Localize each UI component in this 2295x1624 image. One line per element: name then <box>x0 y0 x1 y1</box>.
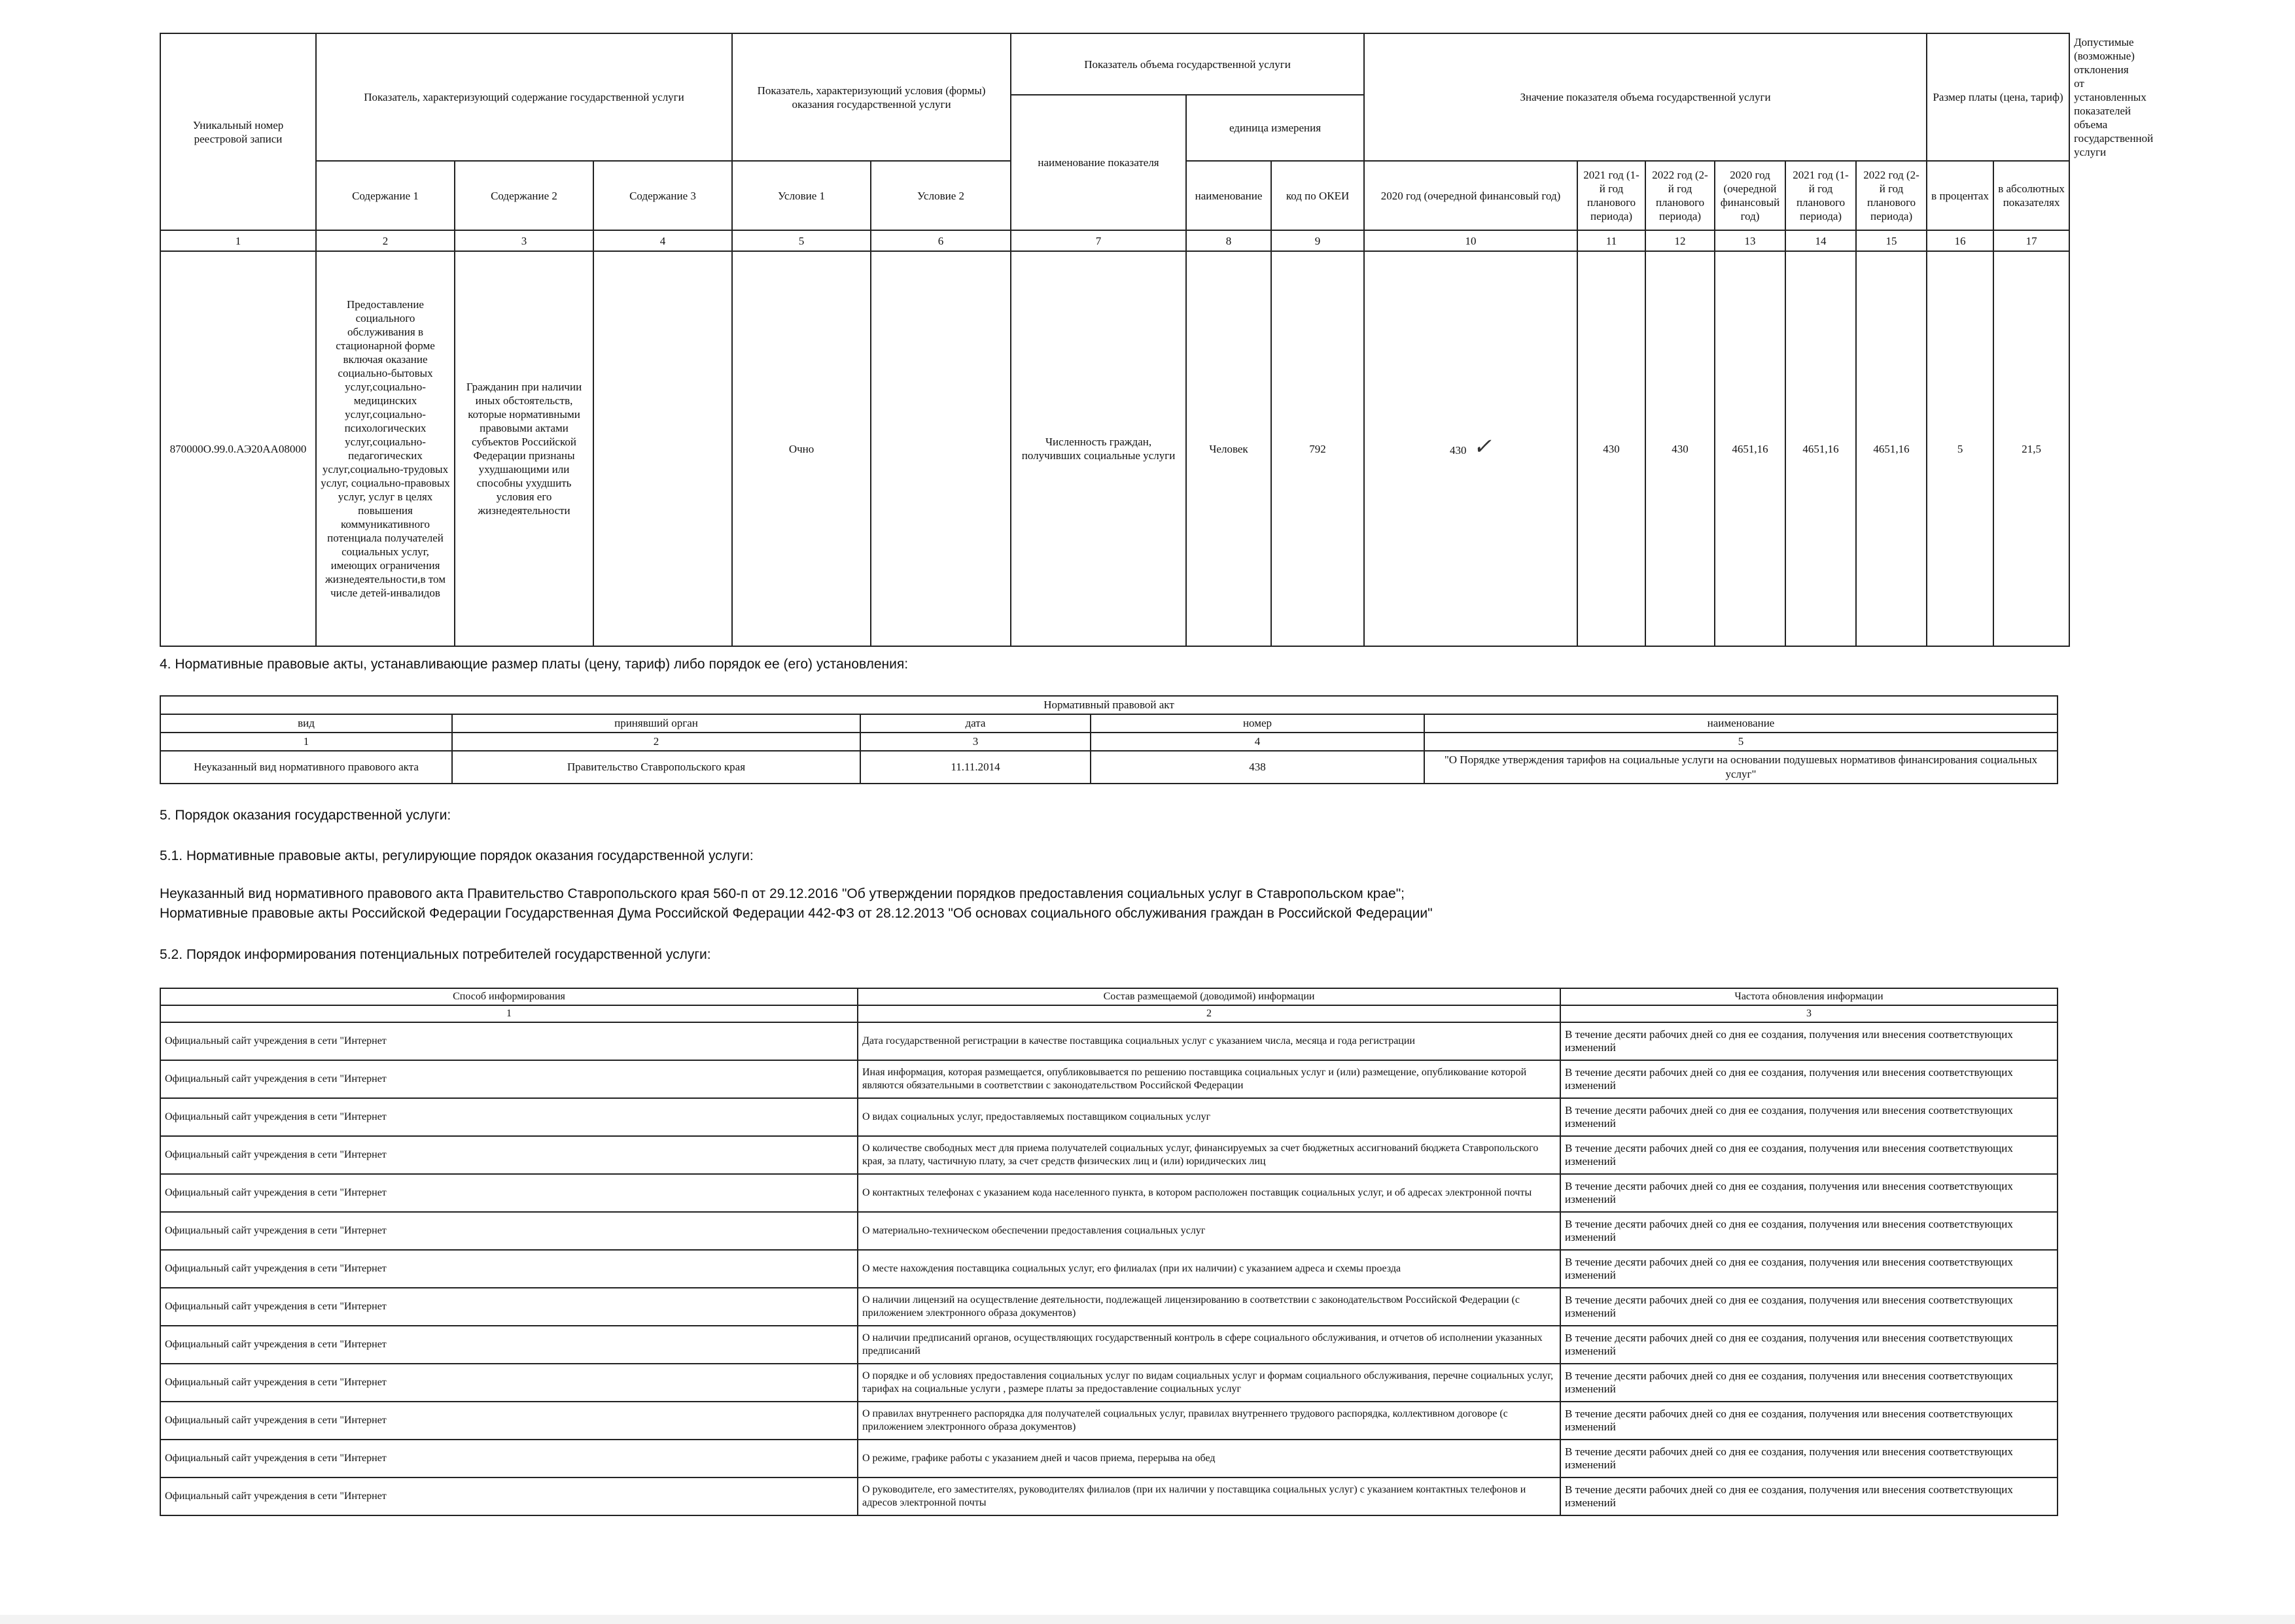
regulating-act-2: Нормативные правовые акты Российской Федерации Государственная Дума Российской Федерации 442-ФЗ от 28.12.2013 "Об основах социального обслуживания граждан в Российской Федерации" <box>160 906 1433 921</box>
column-number-row <box>160 230 2069 251</box>
column-number: 3 <box>860 733 1091 751</box>
column-number: 1 <box>160 1005 858 1022</box>
tariff-act-table <box>160 695 2058 784</box>
info-method: Официальный сайт учреждения в сети "Интернет <box>160 1364 858 1402</box>
act-number: 438 <box>1091 751 1424 784</box>
table-row <box>160 1440 2058 1477</box>
info-method: Официальный сайт учреждения в сети "Интернет <box>160 1440 858 1477</box>
tariff-col-date: дата <box>860 714 1091 733</box>
act-name: "О Порядке утверждения тарифов на социальные услуги на основании подушевых нормативов финансирования социальных услуг" <box>1424 751 2058 784</box>
column-number: 11 <box>1577 230 1645 251</box>
regulating-act-1: Неуказанный вид нормативного правового акта Правительство Ставропольского края 560-п от 29.12.2016 "Об утверждении порядков предоставления социальных услуг в Ставропольском крае"; <box>160 886 1405 901</box>
value-2021: 430 <box>1577 251 1645 646</box>
registry-number: 870000О.99.0.АЭ20АА08000 <box>160 251 316 646</box>
header-price-group: Размер платы (цена, тариф) <box>1927 33 2069 161</box>
header-unit-okei: код по ОКЕИ <box>1271 161 1364 230</box>
info-frequency: В течение десяти рабочих дней со дня ее создания, получения или внесения соответствующих изменений <box>1560 1212 2058 1250</box>
tariff-table-title: Нормативный правовой акт <box>160 696 2058 714</box>
unit-name-value: Человек <box>1186 251 1271 646</box>
table-row <box>160 751 2058 784</box>
header-reg-no: Уникальный номер реестровой записи <box>160 33 316 230</box>
value-2022: 430 <box>1645 251 1715 646</box>
info-method: Официальный сайт учреждения в сети "Интернет <box>160 1402 858 1440</box>
info-method: Официальный сайт учреждения в сети "Интернет <box>160 1326 858 1364</box>
info-frequency: В течение десяти рабочих дней со дня ее создания, получения или внесения соответствующих изменений <box>1560 1022 2058 1060</box>
info-content: Дата государственной регистрации в качестве поставщика социальных услуг с указанием числа, месяца и года регистрации <box>858 1022 1560 1060</box>
info-content: О месте нахождения поставщика социальных услуг, его филиалах (при их наличии) с указанием адреса и схемы проезда <box>858 1250 1560 1288</box>
info-content: О режиме, графике работы с указанием дней и часов приема, перерыва на обед <box>858 1440 1560 1477</box>
table-row <box>160 1060 2058 1098</box>
info-content: О материально-техническом обеспечении предоставления социальных услуг <box>858 1212 1560 1250</box>
header-condition-1: Условие 1 <box>732 161 871 230</box>
info-frequency: В течение десяти рабочих дней со дня ее создания, получения или внесения соответствующих изменений <box>1560 1440 2058 1477</box>
header-volume-name: наименование показателя <box>1011 95 1186 230</box>
header-content-2: Содержание 2 <box>455 161 593 230</box>
info-frequency: В течение десяти рабочих дней со дня ее создания, получения или внесения соответствующих изменений <box>1560 1326 2058 1364</box>
column-number: 12 <box>1645 230 1715 251</box>
info-method: Официальный сайт учреждения в сети "Интернет <box>160 1174 858 1212</box>
content-3-value <box>593 251 732 646</box>
info-col-method: Способ информирования <box>160 988 858 1005</box>
deviation-absolute-value: 21,5 <box>1993 251 2069 646</box>
table-row <box>160 1136 2058 1174</box>
info-content: О правилах внутреннего распорядка для получателей социальных услуг, правилах внутреннего трудового распорядка, коллективном договоре (с приложением электронного образа документов) <box>858 1402 1560 1440</box>
header-unit-name: наименование <box>1186 161 1271 230</box>
price-2022: 4651,16 <box>1873 442 1910 455</box>
column-number: 15 <box>1856 230 1927 251</box>
informing-table <box>160 988 2058 1516</box>
column-number: 5 <box>1424 733 2058 751</box>
info-content: О наличии предписаний органов, осуществляющих государственный контроль в сфере социального обслуживания, и отчетов об исполнении указанных предписаний <box>858 1326 1560 1364</box>
volume-name-value: Численность граждан, получивших социальные услуги <box>1011 251 1186 646</box>
column-number: 2 <box>858 1005 1560 1022</box>
table-row <box>160 1477 2058 1515</box>
column-number: 4 <box>1091 733 1424 751</box>
tariff-col-name: наименование <box>1424 714 2058 733</box>
column-number: 7 <box>1011 230 1186 251</box>
section-5-heading: 5. Порядок оказания государственной услуги: <box>160 808 451 823</box>
price-2020: 4651,16 <box>1732 442 1768 455</box>
column-number: 1 <box>160 733 452 751</box>
info-frequency: В течение десяти рабочих дней со дня ее создания, получения или внесения соответствующих изменений <box>1560 1174 2058 1212</box>
header-price-2022: 2022 год (2-й год планового периода) <box>1856 161 1927 230</box>
table-row <box>160 1326 2058 1364</box>
info-frequency: В течение десяти рабочих дней со дня ее создания, получения или внесения соответствующих изменений <box>1560 1060 2058 1098</box>
table-row <box>160 1174 2058 1212</box>
info-method: Официальный сайт учреждения в сети "Интернет <box>160 1250 858 1288</box>
act-date: 11.11.2014 <box>860 751 1091 784</box>
header-deviation-absolute: в абсолютных показателях <box>1993 161 2069 230</box>
info-col-content: Состав размещаемой (доводимой) информации <box>858 988 1560 1005</box>
info-content: О наличии лицензий на осуществление деятельности, подлежащей лицензированию в соответствии с законодательством Российской Федерации (с приложением электронного образа документов) <box>858 1288 1560 1326</box>
header-condition-group: Показатель, характеризующий условия (формы) оказания государственной услуги <box>732 33 1011 161</box>
unit-okei-value: 792 <box>1271 251 1364 646</box>
column-number: 9 <box>1271 230 1364 251</box>
table-row <box>160 1402 2058 1440</box>
header-content-3: Содержание 3 <box>593 161 732 230</box>
column-number: 13 <box>1715 230 1785 251</box>
table-row <box>160 1288 2058 1326</box>
info-method: Официальный сайт учреждения в сети "Интернет <box>160 1212 858 1250</box>
header-content-group: Показатель, характеризующий содержание государственной услуги <box>316 33 732 161</box>
column-number: 3 <box>455 230 593 251</box>
info-frequency: В течение десяти рабочих дней со дня ее создания, получения или внесения соответствующих изменений <box>1560 1250 2058 1288</box>
column-number: 16 <box>1927 230 1993 251</box>
info-content: О порядке и об условиях предоставления социальных услуг по видам социальных услуг и формам социального обслуживания, перечне социальных услуг, тарифах на социальные услуги , размере платы за предоставление социальных услуг <box>858 1364 1560 1402</box>
column-number: 5 <box>732 230 871 251</box>
column-number: 14 <box>1785 230 1856 251</box>
column-number: 8 <box>1186 230 1271 251</box>
header-unit-group: единица измерения <box>1186 95 1364 161</box>
price-2021: 4651,16 <box>1802 442 1839 455</box>
info-frequency: В течение десяти рабочих дней со дня ее создания, получения или внесения соответствующих изменений <box>1560 1288 2058 1326</box>
volume-indicator-table: Уникальный номер реестровой записи Показатель, характеризующий содержание государственной услуги Показатель, характеризующий условия (формы) оказания государственной услуги Показатель объема государственной услуги Значение показателя объема государственной услуги Размер платы (цена, тариф) Допустимые (возможные) отклонения от установленных показателей объема государственной услуги наименование показателя единица измерения Содержание 1 Содержание 2 Содержание 3 Условие 1 Условие 2 наименование код по ОКЕИ 2020 год (очередной финансовый год) 2021 год (1-й год планового периода) 2022 год (2-й год планового периода) 2020 год (очередной финансовый год) 2021 год (1-й год планового периода) 2022 год (2-й год планового периода) в процентах в абсолютных показателях 1 2 3 4 5 6 7 8 9 10 11 12 13 14 15 16 17 870000О.99.0.АЭ20АА08000 Предоставление социального обслуживания в стационарной форме включая оказание социально-бытовых услуг,социально-медицинских услуг,социально-психологических услуг,социально-педагогических услуг,социально-трудовых услуг, социально-правовых услуг, услуг в целях повышения коммуникативного потенциала получателей социальных услуг, имеющих ограничения жизнедеятельности,в том числе детей-инвалидов Гражданин при наличии иных обстоятельств, которые нормативными правовыми актами субъектов Российской Федерации признаны ухудшающими или способны ухудшить условия его жизнедеятельности Очно Численность граждан, получивших социальные услуги Человек 792 430 ✓ 430 430 4651,16 4651,16 4651,16 5 21,5 <box>160 33 2070 647</box>
info-method: Официальный сайт учреждения в сети "Интернет <box>160 1477 858 1515</box>
info-col-frequency: Частота обновления информации <box>1560 988 2058 1005</box>
column-number: 6 <box>871 230 1011 251</box>
header-value-2020: 2020 год (очередной финансовый год) <box>1364 161 1577 230</box>
info-content: Иная информация, которая размещается, опубликовывается по решению поставщика социальных услуг и (или) размещение, опубликование которой являются обязательными в соответствии с законодательством Российской Федерации <box>858 1060 1560 1098</box>
condition-1-value: Очно <box>732 251 871 646</box>
table-row <box>160 1212 2058 1250</box>
info-content: О руководителе, его заместителях, руководителях филиалов (при их наличии у поставщика социальных услуг) с указанием контактных телефонов и адресов электронной почты <box>858 1477 1560 1515</box>
info-method: Официальный сайт учреждения в сети "Интернет <box>160 1136 858 1174</box>
info-frequency: В течение десяти рабочих дней со дня ее создания, получения или внесения соответствующих изменений <box>1560 1402 2058 1440</box>
price-2020-cell <box>1715 251 1785 646</box>
header-condition-2: Условие 2 <box>871 161 1011 230</box>
info-method: Официальный сайт учреждения в сети "Интернет <box>160 1060 858 1098</box>
info-frequency: В течение десяти рабочих дней со дня ее создания, получения или внесения соответствующих изменений <box>1560 1136 2058 1174</box>
header-volume-group: Показатель объема государственной услуги <box>1011 33 1364 95</box>
header-price-2020: 2020 год (очередной финансовый год) <box>1715 161 1785 230</box>
tariff-col-type: вид <box>160 714 452 733</box>
handwritten-check-icon: ✓ <box>1473 434 1492 460</box>
section-5-2-heading: 5.2. Порядок информирования потенциальных потребителей государственной услуги: <box>160 947 711 962</box>
info-frequency: В течение десяти рабочих дней со дня ее создания, получения или внесения соответствующих изменений <box>1560 1098 2058 1136</box>
header-deviation-percent: в процентах <box>1927 161 1993 230</box>
column-number: 2 <box>452 733 860 751</box>
info-method: Официальный сайт учреждения в сети "Интернет <box>160 1022 858 1060</box>
header-content-1: Содержание 1 <box>316 161 455 230</box>
scan-edge <box>0 1615 2295 1624</box>
column-number: 17 <box>1993 230 2069 251</box>
act-authority: Правительство Ставропольского края <box>452 751 860 784</box>
table-row <box>160 1250 2058 1288</box>
table-row <box>160 1098 2058 1136</box>
table-row <box>160 1022 2058 1060</box>
act-type: Неуказанный вид нормативного правового акта <box>160 751 452 784</box>
column-number: 1 <box>160 230 316 251</box>
content-2-value: Гражданин при наличии иных обстоятельств, которые нормативными правовыми актами субъектов Российской Федерации признаны ухудшающими или способны ухудшить условия его жизнедеятельности <box>455 251 593 646</box>
condition-2-value <box>871 251 1011 646</box>
column-number: 2 <box>316 230 455 251</box>
info-method: Официальный сайт учреждения в сети "Интернет <box>160 1288 858 1326</box>
info-content: О видах социальных услуг, предоставляемых поставщиком социальных услуг <box>858 1098 1560 1136</box>
column-number: 3 <box>1560 1005 2058 1022</box>
info-content: О контактных телефонах с указанием кода населенного пункта, в котором расположен поставщик социальных услуг, и об адресах электронной почты <box>858 1174 1560 1212</box>
price-2021-cell <box>1785 251 1856 646</box>
content-1-value: Предоставление социального обслуживания в стационарной форме включая оказание социально-бытовых услуг,социально-медицинских услуг,социально-психологических услуг,социально-педагогических услуг,социально-трудовых услуг, социально-правовых услуг, услуг в целях повышения коммуникативного потенциала получателей социальных услуг, имеющих ограничения жизнедеятельности,в том числе детей-инвалидов <box>316 251 455 646</box>
tariff-col-authority: принявший орган <box>452 714 860 733</box>
column-number: 4 <box>593 230 732 251</box>
info-content: О количестве свободных мест для приема получателей социальных услуг, финансируемых за счет бюджетных ассигнований бюджета Ставропольского края, за плату, частичную плату, за счет средств физических лиц и (или) юридических лиц <box>858 1136 1560 1174</box>
section-5-1-heading: 5.1. Нормативные правовые акты, регулирующие порядок оказания государственной услуги: <box>160 848 754 863</box>
price-2022-cell <box>1856 251 1927 646</box>
table-row <box>160 251 2069 646</box>
info-frequency: В течение десяти рабочих дней со дня ее создания, получения или внесения соответствующих изменений <box>1560 1477 2058 1515</box>
header-price-2021: 2021 год (1-й год планового периода) <box>1785 161 1856 230</box>
column-number: 10 <box>1364 230 1577 251</box>
deviation-percent-value: 5 <box>1927 251 1993 646</box>
value-2020: 430 <box>1450 444 1467 457</box>
tariff-col-number: номер <box>1091 714 1424 733</box>
header-value-2022: 2022 год (2-й год планового периода) <box>1645 161 1715 230</box>
section-4-heading: 4. Нормативные правовые акты, устанавливающие размер платы (цену, тариф) либо порядок ее (его) установления: <box>160 657 909 672</box>
table-row <box>160 1364 2058 1402</box>
info-frequency: В течение десяти рабочих дней со дня ее создания, получения или внесения соответствующих изменений <box>1560 1364 2058 1402</box>
value-2020-cell <box>1364 251 1577 646</box>
header-value-group: Значение показателя объема государственной услуги <box>1364 33 1927 161</box>
header-value-2021: 2021 год (1-й год планового периода) <box>1577 161 1645 230</box>
info-method: Официальный сайт учреждения в сети "Интернет <box>160 1098 858 1136</box>
